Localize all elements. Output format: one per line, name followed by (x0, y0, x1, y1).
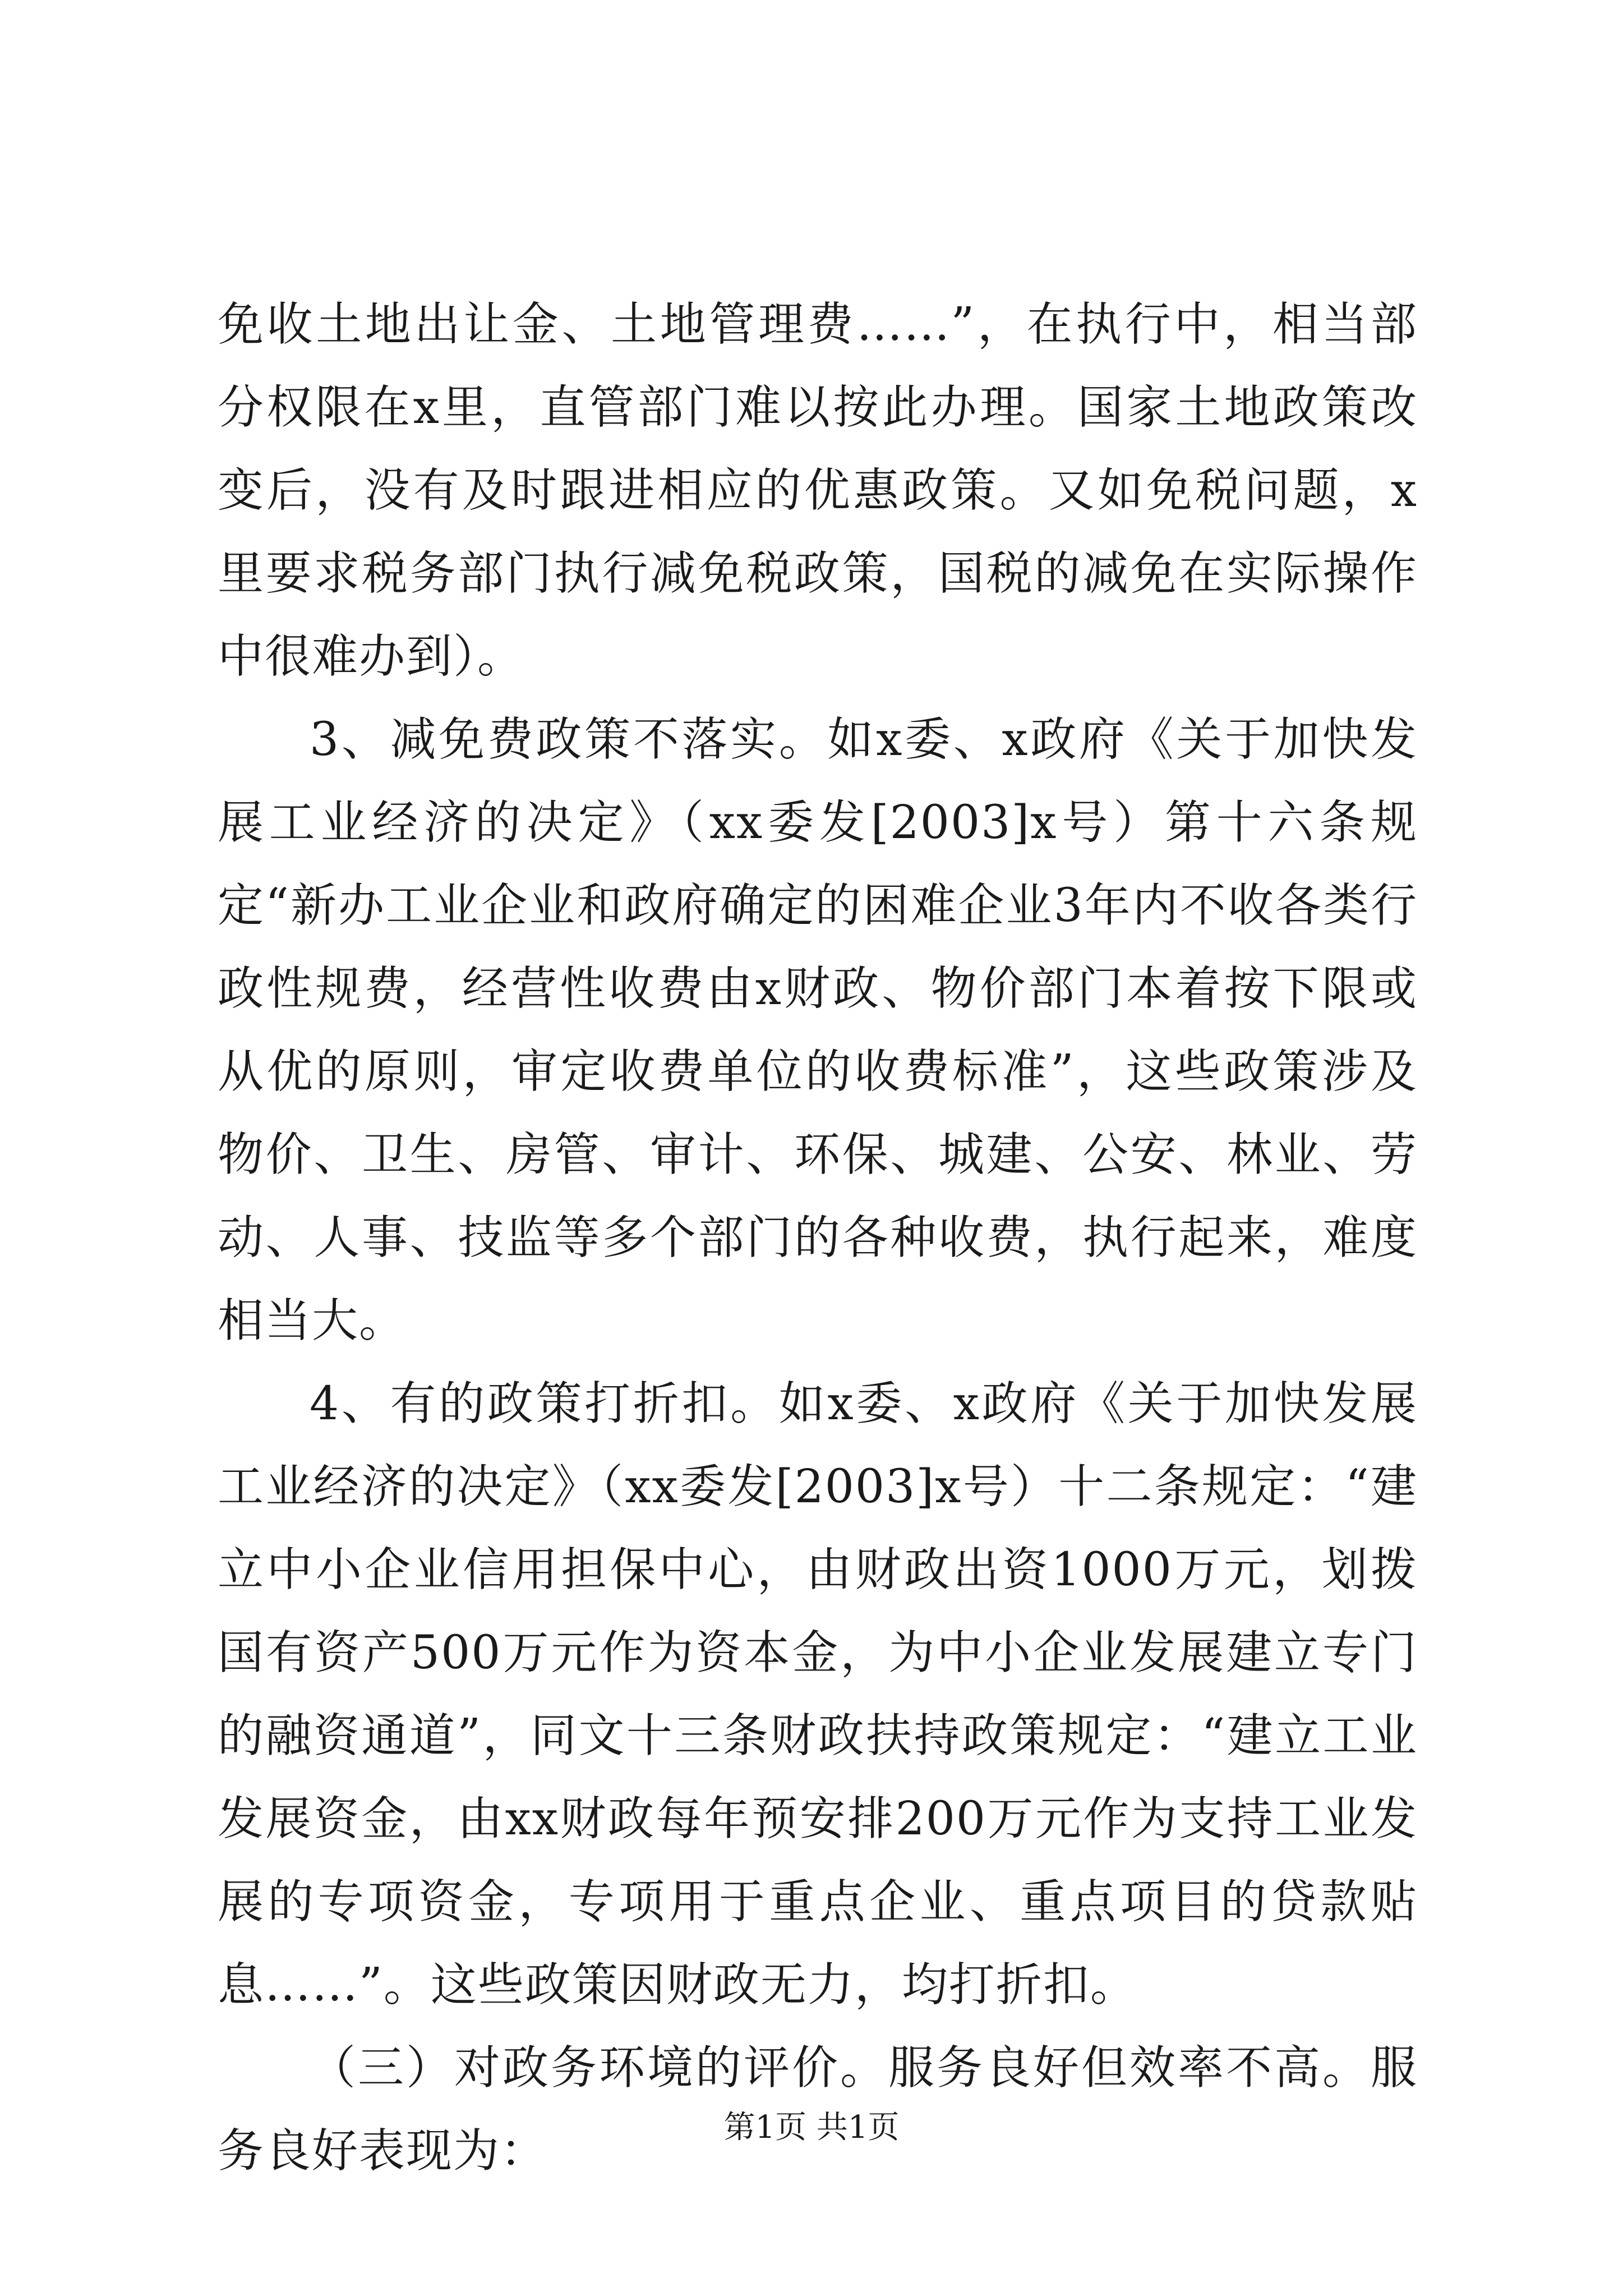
paragraph-section-3: （三）对政务环境的评价。服务良好但效率不高。服务良好表现为： (218, 2041, 1418, 2178)
page-footer: 第1页 共1页 (723, 2109, 900, 2146)
paragraph-item-4: 4、有的政策打折扣。如x委、x政府《关于加快发展工业经济的决定》（xx委发[2003]x号）十二条规定：“建立中小企业信用担保中心，由财政出资1000万元，划拨国有资产500万元作为资本金，为中小企业发展建立专门的融资通道”，同文十三条财政扶持政策规定：“建立工业发展资金，由xx财政每年预安排200万元作为支持工业发展的专项资金，专项用于重点企业、重点项目的贷款贴息……”。这些政策因财政无力，均打折扣。 (218, 1377, 1418, 2012)
body-text (218, 283, 1418, 2193)
paragraph-continuation: 免收土地出让金、土地管理费……”，在执行中，相当部分权限在x里，直管部门难以按此办理。国家土地政策改变后，没有及时跟进相应的优惠政策。又如免税问题，x里要求税务部门执行减免税政策，国税的减免在实际操作中很难办到）。 (218, 298, 1418, 683)
paragraph-item-3: 3、减免费政策不落实。如x委、x政府《关于加快发展工业经济的决定》（xx委发[2003]x号）第十六条规定“新办工业企业和政府确定的困难企业3年内不收各类行政性规费，经营性收费由x财政、物价部门本着按下限或从优的原则，审定收费单位的收费标准”，这些政策涉及物价、卫生、房管、审计、环保、城建、公安、林业、劳动、人事、技监等多个部门的各种收费，执行起来，难度相当大。 (218, 713, 1418, 1347)
